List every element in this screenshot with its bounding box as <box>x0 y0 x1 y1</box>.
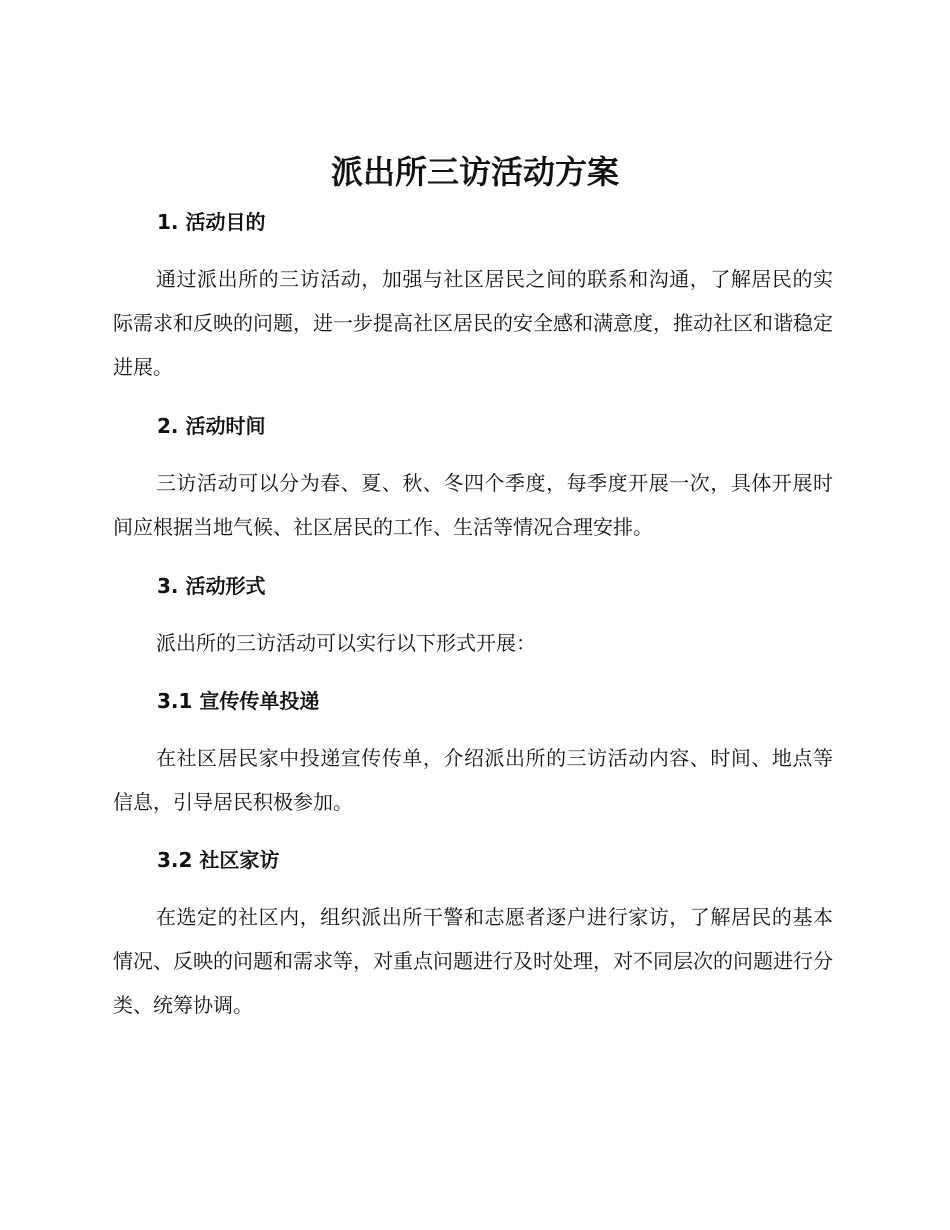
section-heading-purpose: 1. 活动目的 <box>157 210 266 234</box>
section-body-time: 三访活动可以分为春、夏、秋、冬四个季度，每季度开展一次，具体开展时间应根据当地气候、社区居民的工作、生活等情况合理安排。 <box>113 471 833 539</box>
section-heading-time: 2. 活动时间 <box>157 414 266 438</box>
section-heading-home-visit: 3.2 社区家访 <box>157 848 280 872</box>
section-heading-form: 3. 活动形式 <box>157 574 266 598</box>
document-title: 派出所三访活动方案 <box>330 153 619 191</box>
section-body-home-visit: 在选定的社区内，组织派出所干警和志愿者逐户进行家访，了解居民的基本情况、反映的问题和需求等，对重点问题进行及时处理，对不同层次的问题进行分类、统筹协调。 <box>113 905 833 1017</box>
section-body-form: 派出所的三访活动可以实行以下形式开展： <box>156 631 536 655</box>
section-body-leaflet: 在社区居民家中投递宣传传单，介绍派出所的三访活动内容、时间、地点等信息，引导居民积极参加。 <box>113 746 833 814</box>
section-heading-leaflet: 3.1 宣传传单投递 <box>157 689 320 713</box>
section-body-purpose: 通过派出所的三访活动，加强与社区居民之间的联系和沟通，了解居民的实际需求和反映的问题，进一步提高社区居民的安全感和满意度，推动社区和谐稳定进展。 <box>113 267 833 379</box>
